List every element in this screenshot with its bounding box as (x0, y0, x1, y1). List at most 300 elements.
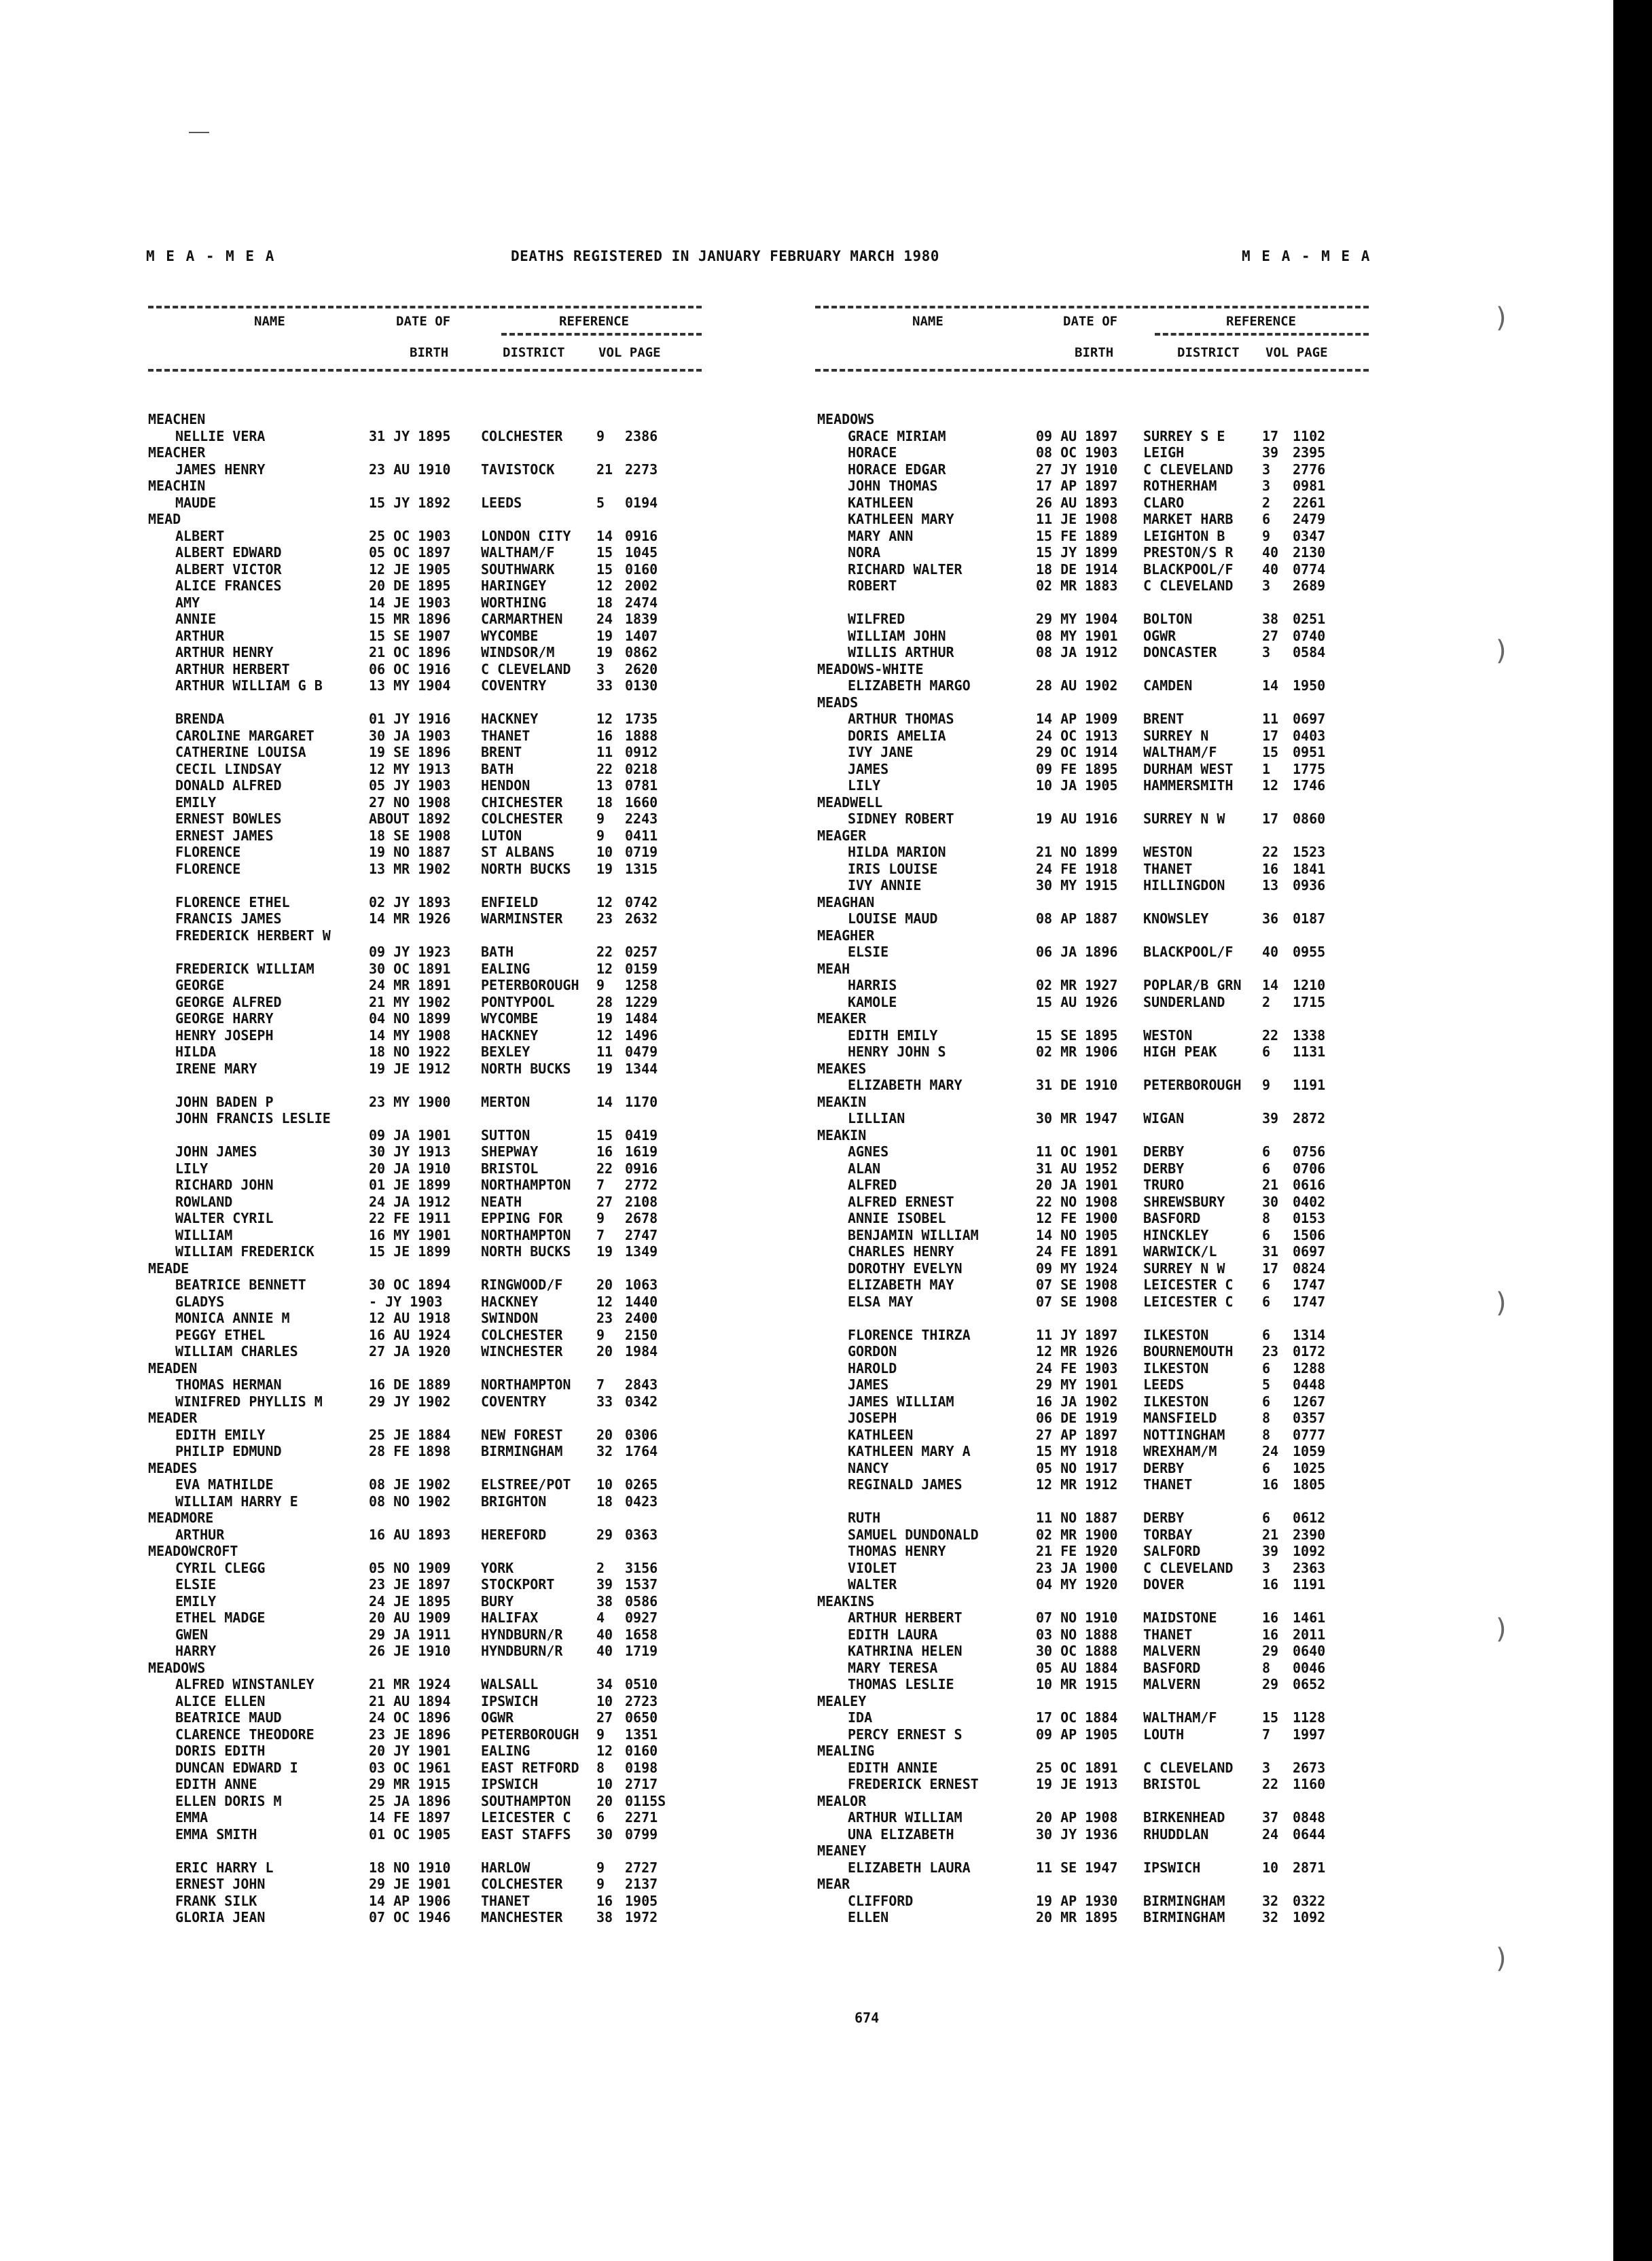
spacer-row (148, 694, 705, 711)
volume: 7 (596, 1226, 605, 1243)
col-birth-label: BIRTH (410, 345, 449, 360)
entry-row (148, 1709, 705, 1726)
entry-row (817, 528, 1374, 545)
date-of-birth: 01 OC 1905 (369, 1826, 451, 1842)
page-ref: 1092 (1293, 1543, 1326, 1559)
district: KNOWSLEY (1143, 910, 1209, 927)
volume: 8 (1262, 1210, 1271, 1226)
district: BIRMINGHAM (1143, 1909, 1225, 1925)
district: COLCHESTER (481, 1876, 563, 1892)
surname-heading (148, 1510, 705, 1527)
date-of-birth: 15 AU 1926 (1036, 993, 1118, 1010)
volume: 29 (1262, 1676, 1279, 1692)
surname-heading (817, 894, 1374, 911)
district: LEICESTER C (481, 1809, 571, 1826)
forenames: JOHN THOMAS (848, 478, 938, 494)
page-ref: 0862 (625, 644, 658, 660)
forenames: ERNEST BOWLES (175, 811, 282, 827)
district: WESTON (1143, 844, 1193, 860)
district: DURHAM WEST (1143, 760, 1234, 777)
volume: 23 (596, 910, 613, 927)
volume: 39 (1262, 1110, 1279, 1126)
district: CARMARTHEN (481, 611, 563, 627)
entry-row (817, 944, 1374, 961)
entry-row (148, 1476, 705, 1493)
forenames: MARY TERESA (848, 1659, 938, 1676)
date-of-birth: 21 OC 1896 (369, 644, 451, 660)
district: SUTTON (481, 1126, 531, 1143)
forenames: REGINALD JAMES (848, 1476, 963, 1493)
entry-row (817, 1643, 1374, 1660)
forenames: ARTHUR WILLIAM G B (175, 677, 323, 694)
page-ref: 2271 (625, 1809, 658, 1826)
page-ref: 2273 (625, 461, 658, 478)
spacer-row (148, 1077, 705, 1094)
entry-row (817, 1460, 1374, 1477)
district: WALSALL (481, 1676, 539, 1692)
entry-row (817, 1376, 1374, 1393)
page-ref: 1905 (625, 1892, 658, 1909)
entry-row (148, 1576, 705, 1593)
entry-row (817, 1510, 1374, 1527)
surname: MEAKES (817, 1060, 867, 1077)
forenames: FREDERICK WILLIAM (175, 960, 315, 977)
surname-heading (148, 1260, 705, 1277)
entry-row (148, 1693, 705, 1710)
volume: 21 (596, 461, 613, 478)
district: HARLOW (481, 1859, 531, 1876)
date-of-birth: 15 JE 1899 (369, 1243, 451, 1260)
page-ref: 0916 (625, 527, 658, 544)
date-of-birth: 25 JE 1884 (369, 1426, 451, 1443)
volume: 7 (596, 1177, 605, 1193)
district: SURREY N (1143, 727, 1209, 744)
surname: MEAH (817, 960, 850, 977)
page-ref: 1506 (1293, 1226, 1326, 1243)
date-of-birth: 16 DE 1889 (369, 1376, 451, 1393)
forenames: CLIFFORD (848, 1892, 914, 1909)
volume: 23 (596, 1310, 613, 1326)
entry-row (817, 1427, 1374, 1444)
district: SUNDERLAND (1143, 993, 1225, 1010)
surname-heading (148, 478, 705, 495)
page-ref: 1160 (1293, 1776, 1326, 1792)
date-of-birth: 28 FE 1898 (369, 1443, 451, 1459)
page-ref: 0423 (625, 1493, 658, 1510)
district: PETERBOROUGH (481, 977, 579, 993)
date-of-birth: 04 MY 1920 (1036, 1576, 1118, 1592)
entry-row (148, 1643, 705, 1660)
date-of-birth: 21 FE 1920 (1036, 1543, 1118, 1559)
date-of-birth: 31 AU 1952 (1036, 1160, 1118, 1177)
date-of-birth: 13 MY 1904 (369, 677, 451, 694)
page-ref: 1537 (625, 1576, 658, 1592)
volume: 27 (596, 1193, 613, 1210)
forenames: HORACE EDGAR (848, 461, 946, 478)
volume: 16 (596, 727, 613, 744)
district: WARWICK/L (1143, 1243, 1217, 1260)
entry-row (817, 844, 1374, 861)
date-of-birth: 20 AP 1908 (1036, 1809, 1118, 1826)
date-of-birth: 03 NO 1888 (1036, 1626, 1118, 1643)
volume: 21 (1262, 1177, 1279, 1193)
date-of-birth: 04 NO 1899 (369, 1010, 451, 1027)
date-of-birth: 24 JA 1912 (369, 1193, 451, 1210)
binding-mark: ) (1496, 1614, 1507, 1645)
entry-row (148, 577, 705, 594)
volume: 3 (1262, 1559, 1271, 1576)
header-rule-bottom (815, 369, 1369, 372)
volume: 20 (596, 1277, 613, 1293)
volume: 24 (596, 611, 613, 627)
district: PETERBOROUGH (481, 1726, 579, 1743)
district: HAMMERSMITH (1143, 777, 1234, 794)
district: THANET (481, 727, 531, 744)
district: C CLEVELAND (1143, 1759, 1234, 1776)
forenames: ALBERT EDWARD (175, 544, 282, 560)
volume: 19 (596, 627, 613, 644)
entry-row (817, 744, 1374, 761)
date-of-birth: 30 OC 1894 (369, 1277, 451, 1293)
volume: 12 (596, 1743, 613, 1759)
date-of-birth: 25 JA 1896 (369, 1792, 451, 1809)
page-ref: 2772 (625, 1177, 658, 1193)
forenames: EDITH EMILY (848, 1027, 938, 1044)
district: IPSWICH (1143, 1859, 1201, 1876)
district: BRENT (1143, 711, 1185, 727)
page-ref: 2678 (625, 1210, 658, 1226)
forenames: LILY (175, 1160, 209, 1177)
page-ref: 1747 (1293, 1293, 1326, 1310)
date-of-birth: 23 JA 1900 (1036, 1559, 1118, 1576)
entry-row (148, 1061, 705, 1078)
page-ref: 2843 (625, 1376, 658, 1393)
district: ILKESTON (1143, 1359, 1209, 1376)
column-header-left (148, 306, 702, 374)
surname-heading (148, 1460, 705, 1477)
page-ref: 1267 (1293, 1393, 1326, 1410)
page-ref: 1746 (1293, 777, 1326, 794)
page-ref: 1258 (625, 977, 658, 993)
district: LEEDS (1143, 1376, 1185, 1393)
spacer-row (148, 1842, 705, 1859)
entry-row (817, 1476, 1374, 1493)
forenames: LILY (848, 777, 881, 794)
entry-row (148, 910, 705, 927)
date-of-birth: 14 MR 1926 (369, 910, 451, 927)
district: SWINDON (481, 1310, 539, 1326)
spacer-row (817, 594, 1374, 611)
date-of-birth: 09 JY 1923 (369, 944, 451, 960)
date-of-birth: 16 AU 1924 (369, 1326, 451, 1343)
page-ref: 0927 (625, 1609, 658, 1626)
date-of-birth: 27 NO 1908 (369, 794, 451, 811)
district: BRIGHTON (481, 1493, 547, 1510)
date-of-birth: 06 DE 1919 (1036, 1410, 1118, 1426)
date-of-birth: 02 MR 1906 (1036, 1044, 1118, 1060)
volume: 1 (1262, 760, 1271, 777)
volume: 39 (1262, 1543, 1279, 1559)
forenames: THOMAS LESLIE (848, 1676, 954, 1692)
date-of-birth: 21 NO 1899 (1036, 844, 1118, 860)
date-of-birth: 28 AU 1902 (1036, 677, 1118, 694)
page-ref: 1102 (1293, 427, 1326, 444)
forenames: WILLIAM CHARLES (175, 1343, 298, 1359)
forenames: ARTHUR WILLIAM (848, 1809, 963, 1826)
district: WESTON (1143, 1027, 1193, 1044)
volume: 9 (596, 1210, 605, 1226)
header-right: M E A - M E A (1242, 248, 1371, 264)
forenames: CATHERINE LOUISA (175, 744, 306, 760)
date-of-birth: 01 JY 1916 (369, 711, 451, 727)
volume: 22 (596, 1160, 613, 1177)
entry-row (817, 1110, 1374, 1127)
district: MARKET HARB (1143, 511, 1234, 527)
page-ref: 0160 (625, 1743, 658, 1759)
page-ref: 0848 (1293, 1809, 1326, 1826)
forenames: DUNCAN EDWARD I (175, 1759, 298, 1776)
volume: 15 (1262, 1709, 1279, 1726)
forenames: IRIS LOUISE (848, 860, 938, 877)
page-ref: 1344 (625, 1060, 658, 1077)
surname: MEADOWS-WHITE (817, 660, 924, 677)
entry-row (817, 977, 1374, 994)
forenames: IVY JANE (848, 744, 914, 760)
forenames: JOHN FRANCIS LESLIE (175, 1110, 331, 1126)
entry-row (817, 1143, 1374, 1160)
volume: 6 (1262, 1293, 1271, 1310)
date-of-birth: 06 OC 1916 (369, 660, 451, 677)
entry-row (817, 677, 1374, 694)
volume: 15 (596, 544, 613, 560)
surname-heading (148, 511, 705, 528)
district: BATH (481, 760, 514, 777)
page-ref: 2395 (1293, 444, 1326, 461)
surname-heading (817, 1693, 1374, 1710)
volume: 15 (1262, 744, 1279, 760)
date-of-birth: 02 MR 1883 (1036, 577, 1118, 594)
page-ref: 1059 (1293, 1443, 1326, 1459)
entry-row (148, 1427, 705, 1444)
district: BRISTOL (481, 1160, 539, 1177)
date-of-birth: 15 MR 1896 (369, 611, 451, 627)
entry-row (817, 1027, 1374, 1044)
volume: 24 (1262, 1826, 1279, 1842)
volume: 27 (1262, 627, 1279, 644)
date-of-birth: 15 SE 1907 (369, 627, 451, 644)
page-ref: 2011 (1293, 1626, 1326, 1643)
forenames: HENRY JOSEPH (175, 1027, 274, 1044)
district: BASFORD (1143, 1210, 1201, 1226)
page-ref: 2386 (625, 427, 658, 444)
forenames: GEORGE (175, 977, 225, 993)
district: C CLEVELAND (1143, 461, 1234, 478)
forenames: FRANK SILK (175, 1892, 257, 1909)
district: C CLEVELAND (1143, 577, 1234, 594)
date-of-birth: 31 JY 1895 (369, 427, 451, 444)
entry-row (817, 1343, 1374, 1360)
page-ref: 2872 (1293, 1110, 1326, 1126)
date-of-birth: 15 FE 1889 (1036, 527, 1118, 544)
volume: 6 (1262, 1160, 1271, 1177)
volume: 12 (596, 577, 613, 594)
district: HENDON (481, 777, 531, 794)
entry-row (148, 711, 705, 728)
district: ELSTREE/POT (481, 1476, 571, 1493)
volume: 9 (596, 811, 605, 827)
district: IPSWICH (481, 1776, 539, 1792)
date-of-birth: 14 MY 1908 (369, 1027, 451, 1044)
forenames: MAUDE (175, 494, 217, 511)
page-ref: 0777 (1293, 1426, 1326, 1443)
page-ref: 1496 (625, 1027, 658, 1044)
entry-row (817, 628, 1374, 645)
entry-row (148, 1393, 705, 1410)
date-of-birth: 14 NO 1905 (1036, 1226, 1118, 1243)
page-ref: 2150 (625, 1326, 658, 1343)
date-of-birth: 20 AU 1909 (369, 1609, 451, 1626)
entry-row (817, 577, 1374, 594)
volume: 9 (1262, 527, 1271, 544)
forenames: PEGGY ETHEL (175, 1326, 266, 1343)
volume: 17 (1262, 427, 1279, 444)
page-ref: 0130 (625, 677, 658, 694)
district: THANET (1143, 1626, 1193, 1643)
surname-heading (148, 411, 705, 428)
date-of-birth: 30 JA 1903 (369, 727, 451, 744)
district: NORTH BUCKS (481, 1243, 571, 1260)
district: NEW FOREST (481, 1426, 563, 1443)
district: MERTON (481, 1093, 531, 1110)
surname: MEADMORE (148, 1510, 214, 1526)
forenames: FREDERICK ERNEST (848, 1776, 979, 1792)
entry-row (148, 1876, 705, 1893)
volume: 4 (596, 1609, 605, 1626)
col-district-label: DISTRICT (503, 345, 565, 360)
forenames: CAROLINE MARGARET (175, 727, 315, 744)
forenames: BENJAMIN WILLIAM (848, 1226, 979, 1243)
forenames: IDA (848, 1709, 873, 1726)
forenames: HILDA (175, 1044, 217, 1060)
date-of-birth: 05 OC 1897 (369, 544, 451, 560)
surname: MEADER (148, 1410, 198, 1426)
forenames: EVA MATHILDE (175, 1476, 274, 1493)
date-of-birth: 14 JE 1903 (369, 594, 451, 611)
surname-heading (817, 1010, 1374, 1027)
district: MAIDSTONE (1143, 1609, 1217, 1626)
district: MALVERN (1143, 1676, 1201, 1692)
volume: 5 (1262, 1376, 1271, 1393)
col-date-of-label: DATE OF (1063, 314, 1118, 329)
forenames: GEORGE HARRY (175, 1010, 274, 1027)
entry-row (817, 1626, 1374, 1643)
volume: 3 (1262, 1759, 1271, 1776)
page-ref: 1210 (1293, 977, 1326, 993)
volume: 6 (1262, 1359, 1271, 1376)
entry-row (817, 1243, 1374, 1260)
volume: 20 (596, 1343, 613, 1359)
surname-heading (817, 827, 1374, 844)
forenames: FRANCIS JAMES (175, 910, 282, 927)
page-ref: 0719 (625, 844, 658, 860)
volume: 11 (596, 1044, 613, 1060)
surname: MEALING (817, 1743, 875, 1759)
volume: 18 (596, 594, 613, 611)
forenames: ANNIE ISOBEL (848, 1210, 946, 1226)
entry-row (817, 461, 1374, 478)
binding-mark: ) (1496, 635, 1507, 666)
date-of-birth: 30 JY 1936 (1036, 1826, 1118, 1842)
entry-row (817, 1160, 1374, 1177)
volume: 12 (596, 960, 613, 977)
forenames: GORDON (848, 1343, 897, 1359)
forenames: EMILY (175, 1592, 217, 1609)
date-of-birth: 11 JE 1908 (1036, 511, 1118, 527)
forenames: ARTHUR HERBERT (848, 1609, 963, 1626)
page-ref: 2400 (625, 1310, 658, 1326)
date-of-birth: 07 SE 1908 (1036, 1277, 1118, 1293)
entry-row (148, 861, 705, 878)
date-of-birth: 15 MY 1918 (1036, 1443, 1118, 1459)
volume: 14 (1262, 977, 1279, 993)
district: WYCOMBE (481, 1010, 539, 1027)
volume: 12 (596, 711, 613, 727)
forenames: EDITH ANNIE (848, 1759, 938, 1776)
entry-row (148, 794, 705, 811)
header-rule-top (148, 306, 702, 308)
entry-row (148, 561, 705, 578)
entry-row (817, 910, 1374, 927)
page-ref: 1063 (625, 1277, 658, 1293)
surname: MEADOWS (148, 1659, 206, 1676)
page-ref: 0402 (1293, 1193, 1326, 1210)
volume: 14 (596, 1093, 613, 1110)
entry-row (148, 977, 705, 994)
district: RINGWOOD/F (481, 1277, 563, 1293)
forenames: ETHEL MADGE (175, 1609, 266, 1626)
entry-row (817, 511, 1374, 528)
entry-row (817, 711, 1374, 728)
district: WALTHAM/F (1143, 1709, 1217, 1726)
forenames: KATHLEEN (848, 1426, 914, 1443)
surname-heading (817, 1593, 1374, 1610)
district: CHICHESTER (481, 794, 563, 811)
district: ST ALBANS (481, 844, 555, 860)
surname-heading (817, 1743, 1374, 1760)
volume: 28 (596, 993, 613, 1010)
volume: 10 (596, 1776, 613, 1792)
forenames: IVY ANNIE (848, 877, 922, 893)
entry-row (148, 1376, 705, 1393)
page-ref: 0824 (1293, 1260, 1326, 1277)
entry-row (148, 1310, 705, 1327)
volume: 6 (1262, 1226, 1271, 1243)
entry-row (817, 1726, 1374, 1743)
forenames: EMMA SMITH (175, 1826, 257, 1842)
page-ref: 1045 (625, 544, 658, 560)
page-ref: 1128 (1293, 1709, 1326, 1726)
volume: 24 (1262, 1443, 1279, 1459)
volume: 40 (1262, 560, 1279, 577)
date-of-birth: 24 OC 1896 (369, 1709, 451, 1726)
entry-row (148, 495, 705, 512)
date-of-birth: 24 FE 1918 (1036, 860, 1118, 877)
entry-row (148, 644, 705, 661)
entry-row (148, 677, 705, 694)
forenames: ERNEST JAMES (175, 827, 274, 844)
forenames: SIDNEY ROBERT (848, 811, 954, 827)
entry-row (148, 1343, 705, 1360)
